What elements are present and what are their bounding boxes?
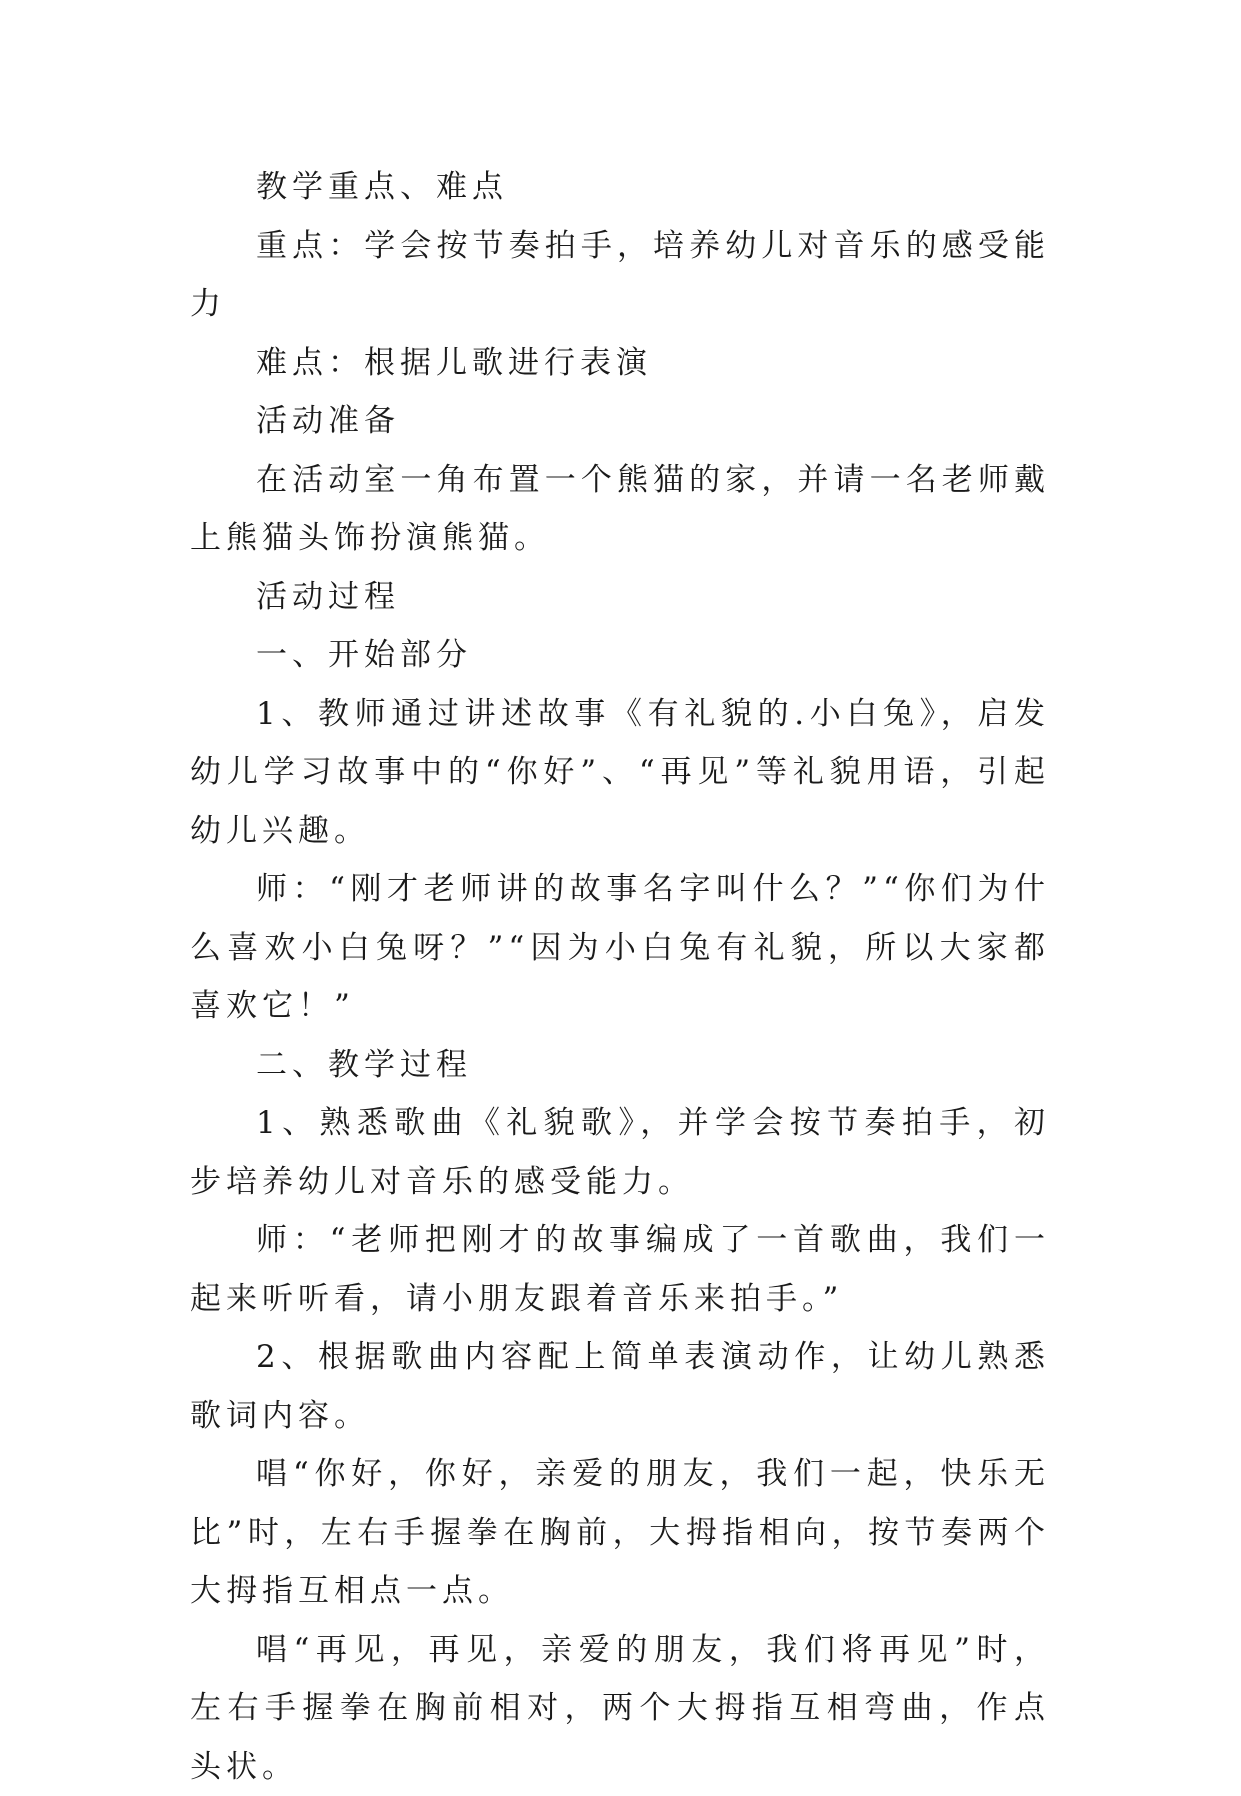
opening-step-1: 1、教师通过讲述故事《有礼貌的.小白兔》，启发幼儿学习故事中的“你好”、“再见”等礼貌用语，引起幼儿兴趣。	[190, 685, 1050, 861]
difficulty-text: 难点：根据儿歌进行表演	[190, 334, 1050, 393]
teaching-step-2: 2、根据歌曲内容配上简单表演动作，让幼儿熟悉歌词内容。	[190, 1328, 1050, 1445]
section-heading-process: 活动过程	[190, 568, 1050, 627]
subsection-heading-opening: 一、开始部分	[190, 626, 1050, 685]
subsection-heading-teaching: 二、教学过程	[190, 1036, 1050, 1095]
section-heading-preparation: 活动准备	[190, 392, 1050, 451]
teacher-dialogue-2: 师：“老师把刚才的故事编成了一首歌曲，我们一起来听听看，请小朋友跟着音乐来拍手。”	[190, 1211, 1050, 1328]
teacher-dialogue-1: 师：“刚才老师讲的故事名字叫什么？”“你们为什么喜欢小白兔呀？”“因为小白兔有礼貌，所以大家都喜欢它！”	[190, 860, 1050, 1036]
teaching-step-1: 1、熟悉歌曲《礼貌歌》，并学会按节奏拍手，初步培养幼儿对音乐的感受能力。	[190, 1094, 1050, 1211]
document-page	[190, 158, 1050, 1796]
key-point-text: 重点：学会按节奏拍手，培养幼儿对音乐的感受能力	[190, 217, 1050, 334]
section-heading-key-points: 教学重点、难点	[190, 158, 1050, 217]
preparation-text: 在活动室一角布置一个熊猫的家，并请一名老师戴上熊猫头饰扮演熊猫。	[190, 451, 1050, 568]
action-description-goodbye: 唱“再见，再见，亲爱的朋友，我们将再见”时，左右手握拳在胸前相对，两个大拇指互相弯曲，作点头状。	[190, 1621, 1050, 1796]
action-description-hello: 唱“你好，你好，亲爱的朋友，我们一起，快乐无比”时，左右手握拳在胸前，大拇指相向，按节奏两个大拇指互相点一点。	[190, 1445, 1050, 1621]
